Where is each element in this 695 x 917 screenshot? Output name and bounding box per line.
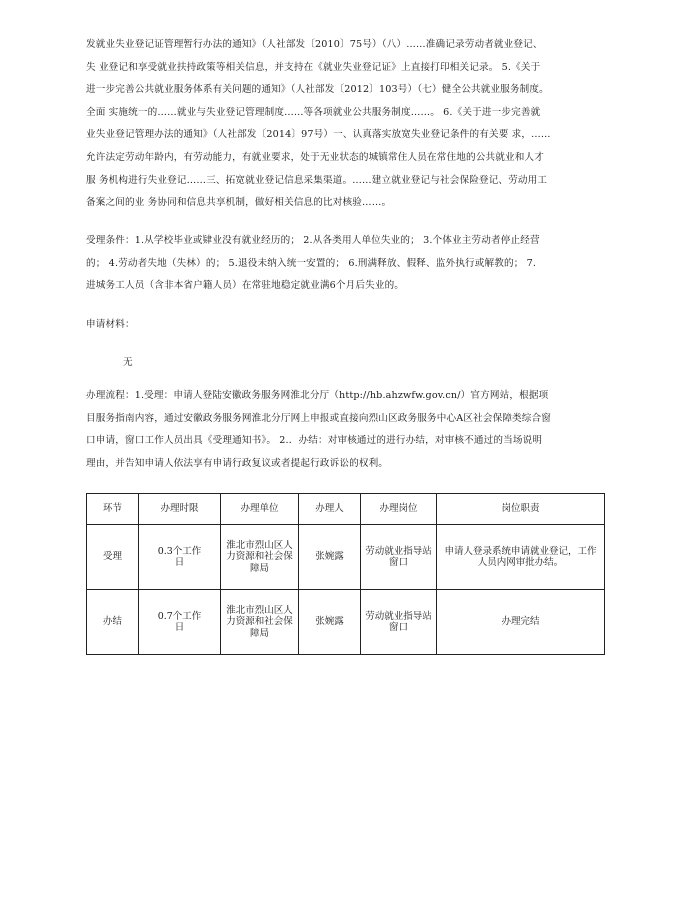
text-line: 全面 实施统一的……就业与失业登记管理制度……等各项就业公共服务制度……。 6.《关于进一步完善就 bbox=[86, 106, 541, 118]
cell-stage: 受理 bbox=[87, 525, 139, 590]
header-duty: 岗位职责 bbox=[437, 494, 605, 525]
cell-handler: 张婉露 bbox=[299, 525, 361, 590]
header-post: 办理岗位 bbox=[361, 494, 437, 525]
cell-text: 0.7个工作日 bbox=[157, 610, 202, 633]
header-unit: 办理单位 bbox=[221, 494, 299, 525]
materials-label bbox=[86, 314, 606, 337]
acceptance-conditions-paragraph bbox=[86, 230, 606, 298]
header-time-limit: 办理时限 bbox=[139, 494, 221, 525]
cell-handler: 张婉露 bbox=[299, 590, 361, 655]
process-paragraph bbox=[86, 385, 606, 475]
text-line: 允许法定劳动年龄内，有劳动能力，有就业要求，处于无业状态的城镇常住人员在常住地的公共就业和人才 bbox=[86, 151, 544, 163]
process-table bbox=[86, 493, 605, 655]
cell-text: 0.3个工作日 bbox=[157, 545, 202, 568]
table-row bbox=[87, 590, 605, 655]
text-line: 备案之间的业 务协同和信息共享机制，做好相关信息的比对核验……。 bbox=[86, 197, 392, 209]
table-row bbox=[87, 525, 605, 590]
cell-post: 劳动就业指导站窗口 bbox=[361, 525, 437, 590]
text-line: 无 bbox=[123, 357, 133, 368]
text-line: 进一步完善公共就业服务体系有关问题的通知》（人社部发〔2012〕103号）（七）健全公共就业服务制度。 bbox=[86, 84, 549, 96]
text-line: 服 务机构进行失业登记……三、拓宽就业登记信息采集渠道。……建立就业登记与社会保险登记、劳动用工 bbox=[86, 174, 548, 186]
cell-duty: 办理完结 bbox=[437, 590, 605, 655]
header-stage: 环节 bbox=[87, 494, 139, 525]
text-line: 受理条件：1.从学校毕业或肄业没有就业经历的； 2.从各类用人单位失业的； 3.个体业主劳动者停止经营 bbox=[86, 235, 540, 246]
text-line: 业失业登记管理办法的通知》（人社部发〔2014〕97号）一、认真落实放宽失业登记条件的有关要 求，…… bbox=[86, 129, 551, 141]
text-line: 发就业失业登记证管理暂行办法的通知》（人社部发〔2010〕75号）（八）……准确记录劳动者就业登记、 bbox=[86, 39, 543, 50]
cell-unit: 淮北市烈山区人力资源和社会保障局 bbox=[221, 525, 299, 590]
text-line: 办理流程：1.受理：申请人登陆安徽政务服务网淮北分厅（http://hb.ahzwfw.gov.cn/）官方网站，根据项 bbox=[86, 390, 549, 401]
text-line: 的； 4.劳动者失地（失林）的； 5.退役未纳入统一安置的； 6.刑满释放、假释、监外执行或解教的； 7. bbox=[86, 257, 537, 269]
text-line: 理由，并告知申请人依法享有申请行政复议或者提起行政诉讼的权利。 bbox=[86, 457, 389, 469]
cell-time-limit bbox=[139, 590, 221, 655]
cell-post: 劳动就业指导站窗口 bbox=[361, 590, 437, 655]
text-line: 口申请，窗口工作人员出具《受理通知书》。 2.．办结：对审核通过的进行办结，对审核不通过的当场说明 bbox=[86, 435, 543, 447]
cell-unit: 淮北市烈山区人力资源和社会保障局 bbox=[221, 590, 299, 655]
legal-basis-paragraph bbox=[86, 34, 606, 215]
header-handler: 办理人 bbox=[299, 494, 361, 525]
text-line: 进城务工人员（含非本省户籍人员）在常驻地稳定就业满6个月后失业的。 bbox=[86, 280, 405, 292]
table-header-row bbox=[87, 494, 605, 525]
cell-time-limit bbox=[139, 525, 221, 590]
text-line: 申请材料： bbox=[86, 319, 135, 330]
cell-duty: 申请人登录系统申请就业登记，工作人员内网审批办结。 bbox=[437, 525, 605, 590]
text-line: 失 业登记和享受就业扶持政策等相关信息，并支持在《就业失业登记证》上直接打印相关记录。 5.《关于 bbox=[86, 61, 541, 73]
materials-value bbox=[123, 352, 223, 375]
cell-stage: 办结 bbox=[87, 590, 139, 655]
text-line: 目服务指南内容，通过安徽政务服务网淮北分厅网上申报或直接向烈山区政务服务中心A区社会保障类综合窗 bbox=[86, 412, 552, 424]
